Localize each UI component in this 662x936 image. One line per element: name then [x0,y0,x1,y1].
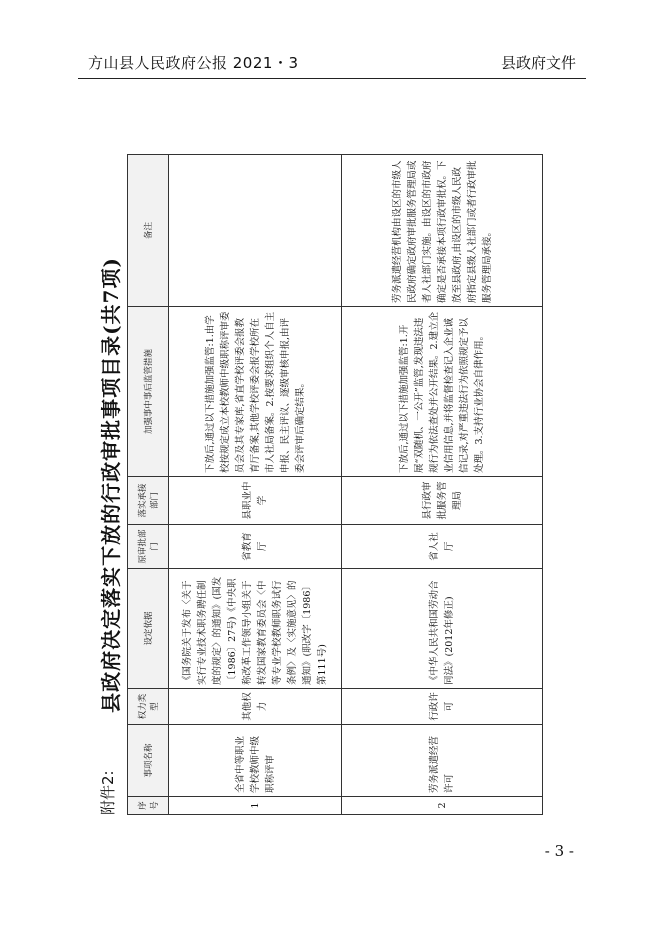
header-right: 县政府文件 [500,54,576,72]
document-title: 县政府决定落实下放的行政审批事项目录(共7项) [99,257,123,713]
cell-receiver: 县职业中学 [169,477,342,525]
header-left: 方山县人民政府公报 2021・3 [88,54,299,72]
header-rule [78,78,586,79]
header-cell-receiver: 落实承接部门 [128,477,169,525]
header-cell-type: 权力类型 [128,689,169,725]
cell-basis: 《中华人民共和国劳动合同法》(2012年修正) [342,569,543,689]
cell-measures: 下放后,通过以下措施加强监管:1.开展“双随机、一公开”监管,发现违法违规行为依法查处并公开结果。2.建立企业信用信息,并将监督检查记入企业诚信记录,对严重违法行为依照规定予以处理。3.支持行业协会自律作用。 [342,307,543,477]
cell-note: 劳务派遣经营机构由设区的市级人民政府确定政府审批服务管理局或者人社部门实施。由设区的市政府确定是否承接本项行政审批权。下放至县政府,由设区的市级人民政府指定县级人社部门或者行政审批服务管理局承接。 [342,155,543,307]
header-cell-no: 序号 [128,797,169,815]
cell-type: 行政许可 [342,689,543,725]
cell-receiver: 县行政审批服务管理局 [342,477,543,525]
header-cell-note: 备注 [128,155,169,307]
cell-type: 其他权力 [169,689,342,725]
cell-measures: 下放后,通过以下措施加强监管:1.由学校按规定成立本校教师中级职称评审委员会及其专家库,省直学校评委会报教育厅备案,其他学校评委会报学校所在市人社局备案。2.按要求组织个人自主申报、民主评议、逐级审核申报,由评委会评审后确定结果。 [169,307,342,477]
cell-no: 2 [342,797,543,815]
header-cell-dept: 原审批部门 [128,525,169,569]
header-cell-basis: 设定依据 [128,569,169,689]
table-row [342,155,543,815]
cell-dept: 省人社厅 [342,525,543,569]
cell-name: 劳务派遣经营许可 [342,725,543,797]
cell-name: 全省中等职业学校教师中级职称评审 [169,725,342,797]
cell-no: 1 [169,797,342,815]
cell-dept: 省教育厅 [169,525,342,569]
approval-items-table [127,154,543,815]
header-cell-measures: 加强事中事后监管措施 [128,307,169,477]
cell-basis: 《国务院关于发布〈关于实行专业技术职务聘任制度的规定〉的通知》(国发〔1986〕27号)《中央职称改革工作领导小组关于转发国家教育委员会〈中等专业学校教师职务试行条例〉及〈实施意见〉的通知》(职改字〔1986〕第111号) [169,569,342,689]
rotated-content [95,155,565,815]
table-header-row [128,155,169,815]
cell-note [169,155,342,307]
header-cell-name: 事项名称 [128,725,169,797]
page-number: - 3 - [544,842,574,860]
attachment-label: 附件2: [99,770,117,815]
table-row [169,155,342,815]
